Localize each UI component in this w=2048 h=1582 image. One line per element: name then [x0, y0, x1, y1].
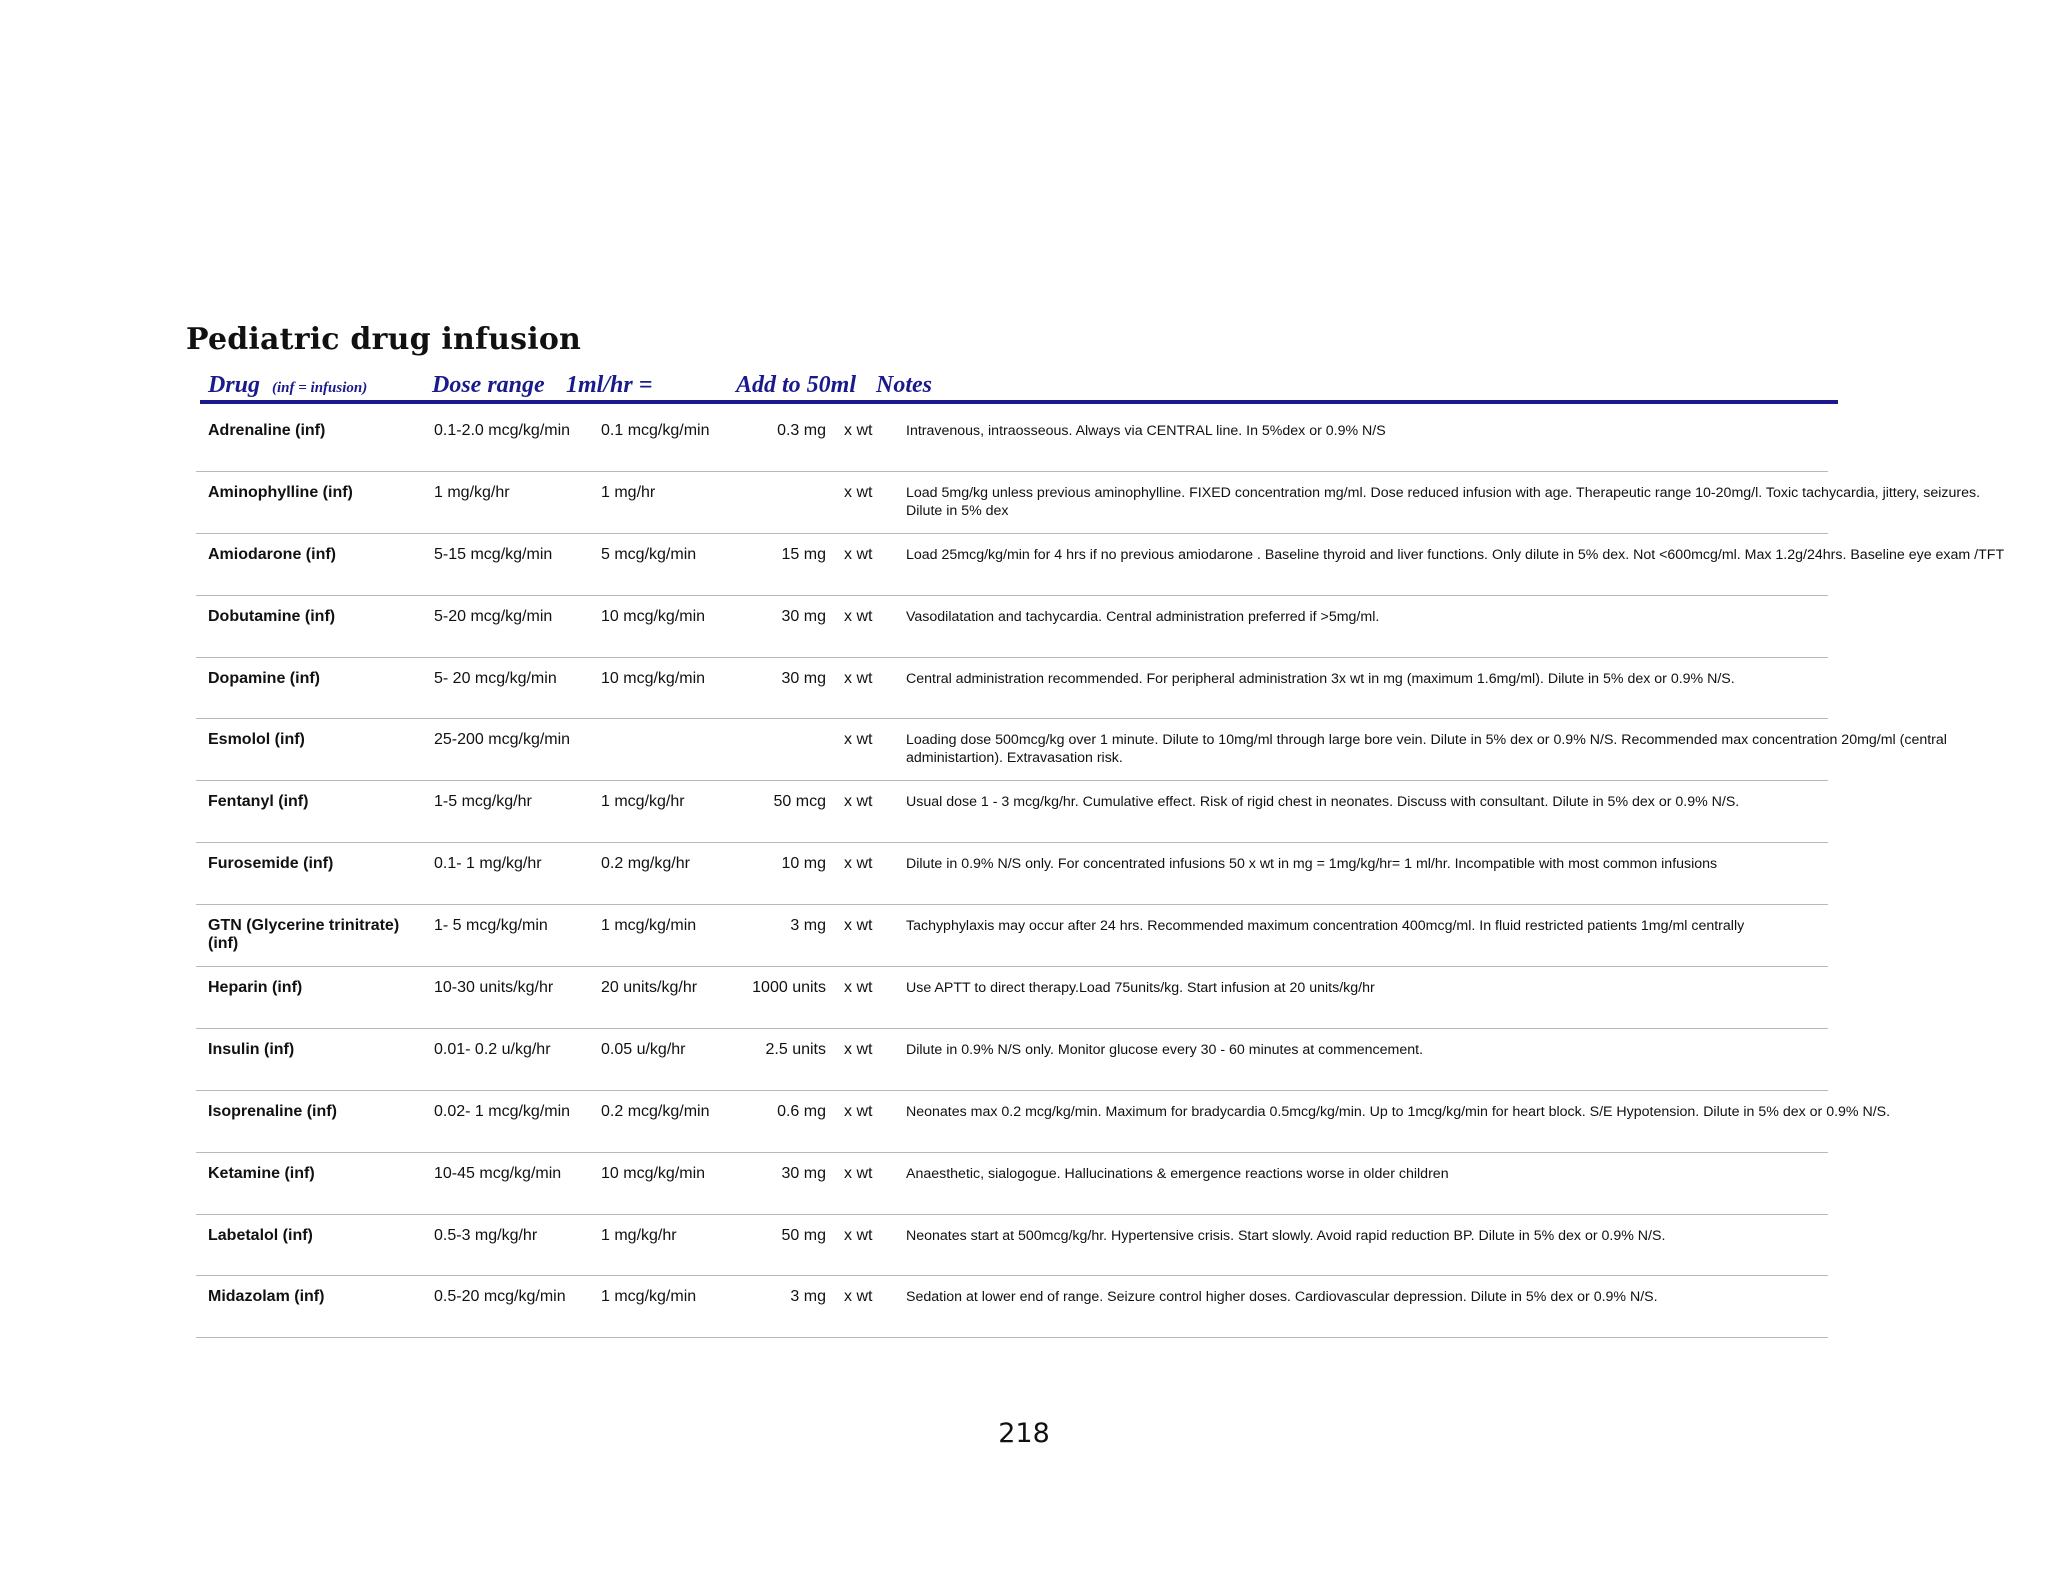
table-row — [196, 719, 1947, 781]
drug-name: Fentanyl (inf) — [208, 793, 309, 811]
header-notes: Notes — [876, 372, 932, 398]
times-weight: x wt — [844, 917, 873, 935]
times-weight: x wt — [844, 1288, 873, 1306]
rate-per-ml: 0.05 u/kg/hr — [601, 1040, 686, 1058]
drug-notes: Dilute in 0.9% N/S only. For concentrated infusions 50 x wt in mg = 1mg/kg/hr= 1 ml/hr. Incompatible with most common infusions — [906, 856, 1718, 873]
times-weight: x wt — [844, 1102, 873, 1120]
times-weight: x wt — [844, 979, 873, 997]
header-add: Add to 50ml — [736, 372, 857, 398]
rate-per-ml: 1 mg/hr — [601, 483, 656, 501]
rate-per-ml: 10 mcg/kg/min — [601, 1164, 706, 1182]
dose-range: 1- 5 mcg/kg/min — [434, 917, 548, 935]
add-to-50ml: 0.6 mg — [777, 1102, 826, 1120]
page-number: 218 — [998, 1418, 1050, 1449]
dose-range: 0.02- 1 mcg/kg/min — [434, 1102, 571, 1120]
table-row — [196, 596, 1828, 658]
header-drug: Drug — [208, 372, 261, 398]
table-row — [196, 781, 1828, 843]
drug-notes: Neonates start at 500mcg/kg/hr. Hypertensive crisis. Start slowly. Avoid rapid reduction BP. Dilute in 5% dex or 0.9% N/S. — [906, 1227, 1666, 1244]
add-to-50ml: 30 mg — [781, 669, 826, 687]
times-weight: x wt — [844, 731, 873, 749]
drug-name: Furosemide (inf) — [208, 855, 334, 873]
table-row — [196, 967, 1828, 1029]
drug-name: Aminophylline (inf) — [208, 483, 353, 501]
times-weight: x wt — [844, 1040, 873, 1058]
rate-per-ml: 1 mcg/kg/min — [601, 1288, 697, 1306]
table-row — [196, 658, 1828, 720]
add-to-50ml: 50 mg — [781, 1226, 826, 1244]
drug-name: Heparin (inf) — [208, 979, 303, 997]
table-row — [196, 534, 2005, 596]
drug-name: Insulin (inf) — [208, 1040, 295, 1058]
dose-range: 0.1-2.0 mcg/kg/min — [434, 422, 571, 439]
drug-notes: Load 5mg/kg unless previous aminophylline. FIXED concentration mg/ml. Dose reduced infusion with age. Therapeutic range 10-20mg/l. Toxic tachycardia, jittery, seizures. Dilute in 5% dex — [906, 484, 1981, 519]
add-to-50ml: 3 mg — [790, 917, 826, 935]
drug-notes: Anaesthetic, sialogogue. Hallucinations & emergence reactions worse in older children — [906, 1165, 1449, 1182]
drug-name: Dopamine (inf) — [208, 669, 320, 687]
drug-notes: Loading dose 500mcg/kg over 1 minute. Dilute to 10mg/ml through large bore vein. Dilute in 5% dex or 0.9% N/S. Recommended max concentration 20mg/ml (central administartion). Extravasation risk. — [906, 732, 1947, 767]
dose-range: 1 mg/kg/hr — [434, 483, 510, 501]
header-drug-note: (inf = infusion) — [272, 380, 368, 396]
dose-range: 10-45 mcg/kg/min — [434, 1164, 562, 1182]
drug-notes: Intravenous, intraosseous. Always via CENTRAL line. In 5%dex or 0.9% N/S — [906, 423, 1386, 439]
add-to-50ml: 30 mg — [781, 607, 826, 625]
drug-name: Ketamine (inf) — [208, 1164, 315, 1182]
add-to-50ml: 1000 units — [752, 979, 826, 997]
rate-per-ml: 20 units/kg/hr — [601, 979, 698, 997]
header-divider — [200, 400, 1838, 404]
header-rate: 1ml/hr = — [566, 372, 653, 398]
drug-name: Isoprenaline (inf) — [208, 1102, 337, 1120]
dose-range: 5-20 mcg/kg/min — [434, 607, 553, 625]
drug-notes: Sedation at lower end of range. Seizure control higher doses. Cardiovascular depression. Dilute in 5% dex or 0.9% N/S. — [906, 1289, 1658, 1306]
rate-per-ml: 0.2 mg/kg/hr — [601, 855, 690, 873]
table-row — [196, 843, 1828, 905]
times-weight: x wt — [844, 1226, 873, 1244]
times-weight: x wt — [844, 669, 873, 687]
rate-per-ml: 1 mg/kg/hr — [601, 1226, 677, 1244]
header-dose-range: Dose range — [432, 372, 545, 398]
drug-notes: Neonates max 0.2 mcg/kg/min. Maximum for bradycardia 0.5mcg/kg/min. Up to 1mcg/kg/min for heart block. S/E Hypotension. Dilute in 5% dex or 0.9% N/S. — [906, 1103, 1891, 1120]
rate-per-ml: 0.2 mcg/kg/min — [601, 1102, 710, 1120]
drug-notes: Usual dose 1 - 3 mcg/kg/hr. Cumulative effect. Risk of rigid chest in neonates. Discuss with consultant. Dilute in 5% dex or 0.9% N/S. — [906, 794, 1740, 811]
times-weight: x wt — [844, 855, 873, 873]
table-row — [196, 410, 1828, 472]
add-to-50ml: 30 mg — [781, 1164, 826, 1182]
table-row — [196, 1029, 1828, 1091]
drug-notes: Dilute in 0.9% N/S only. Monitor glucose every 30 - 60 minutes at commencement. — [906, 1041, 1424, 1058]
drug-notes: Load 25mcg/kg/min for 4 hrs if no previous amiodarone . Baseline thyroid and liver functions. Only dilute in 5% dex. Not <600mcg/ml. Max 1.2g/24hrs. Baseline eye exam /TFT — [906, 546, 2005, 563]
dose-range: 0.5-3 mg/kg/hr — [434, 1226, 538, 1244]
table-row — [196, 472, 1981, 534]
rate-per-ml: 5 mcg/kg/min — [601, 545, 697, 563]
drug-name: GTN (Glycerine trinitrate) (inf) — [208, 917, 400, 953]
dose-range: 5-15 mcg/kg/min — [434, 545, 553, 563]
drug-name: Midazolam (inf) — [208, 1288, 325, 1306]
dose-range: 5- 20 mcg/kg/min — [434, 669, 557, 687]
drug-table — [196, 410, 2005, 1338]
drug-notes: Use APTT to direct therapy.Load 75units/kg. Start infusion at 20 units/kg/hr — [906, 980, 1375, 997]
dose-range: 10-30 units/kg/hr — [434, 979, 554, 997]
table-row — [196, 1215, 1828, 1277]
drug-name: Amiodarone (inf) — [208, 545, 336, 563]
drug-name: Labetalol (inf) — [208, 1226, 313, 1244]
add-to-50ml: 10 mg — [781, 855, 826, 873]
times-weight: x wt — [844, 483, 873, 501]
dose-range: 25-200 mcg/kg/min — [434, 731, 571, 749]
table-row — [196, 1091, 1891, 1153]
rate-per-ml: 0.1 mcg/kg/min — [601, 422, 710, 439]
table-row — [196, 1276, 1828, 1338]
add-to-50ml: 3 mg — [790, 1288, 826, 1306]
dose-range: 0.01- 0.2 u/kg/hr — [434, 1040, 551, 1058]
rate-per-ml: 1 mcg/kg/hr — [601, 793, 685, 811]
dose-range: 0.5-20 mcg/kg/min — [434, 1288, 566, 1306]
times-weight: x wt — [844, 793, 873, 811]
add-to-50ml: 2.5 units — [765, 1040, 826, 1058]
drug-notes: Central administration recommended. For peripheral administration 3x wt in mg (maximum 1.6mg/ml). Dilute in 5% dex or 0.9% N/S. — [906, 670, 1735, 687]
rate-per-ml: 10 mcg/kg/min — [601, 607, 706, 625]
drug-name: Adrenaline (inf) — [208, 422, 326, 439]
rate-per-ml: 10 mcg/kg/min — [601, 669, 706, 687]
times-weight: x wt — [844, 422, 873, 439]
add-to-50ml: 0.3 mg — [777, 422, 826, 439]
times-weight: x wt — [844, 545, 873, 563]
add-to-50ml: 15 mg — [781, 545, 826, 563]
table-row — [196, 1153, 1828, 1215]
table-row — [196, 905, 1828, 967]
drug-notes: Vasodilatation and tachycardia. Central administration preferred if >5mg/ml. — [906, 608, 1380, 625]
dose-range: 0.1- 1 mg/kg/hr — [434, 855, 542, 873]
drug-notes: Tachyphylaxis may occur after 24 hrs. Recommended maximum concentration 400mcg/ml. In fluid restricted patients 1mg/ml centrally — [906, 918, 1745, 935]
drug-name: Dobutamine (inf) — [208, 607, 336, 625]
times-weight: x wt — [844, 1164, 873, 1182]
drug-name: Esmolol (inf) — [208, 731, 305, 749]
rate-per-ml: 1 mcg/kg/min — [601, 917, 697, 935]
dose-range: 1-5 mcg/kg/hr — [434, 793, 532, 811]
add-to-50ml: 50 mcg — [773, 793, 826, 811]
page-title: Pediatric drug infusion — [186, 322, 582, 357]
times-weight: x wt — [844, 607, 873, 625]
